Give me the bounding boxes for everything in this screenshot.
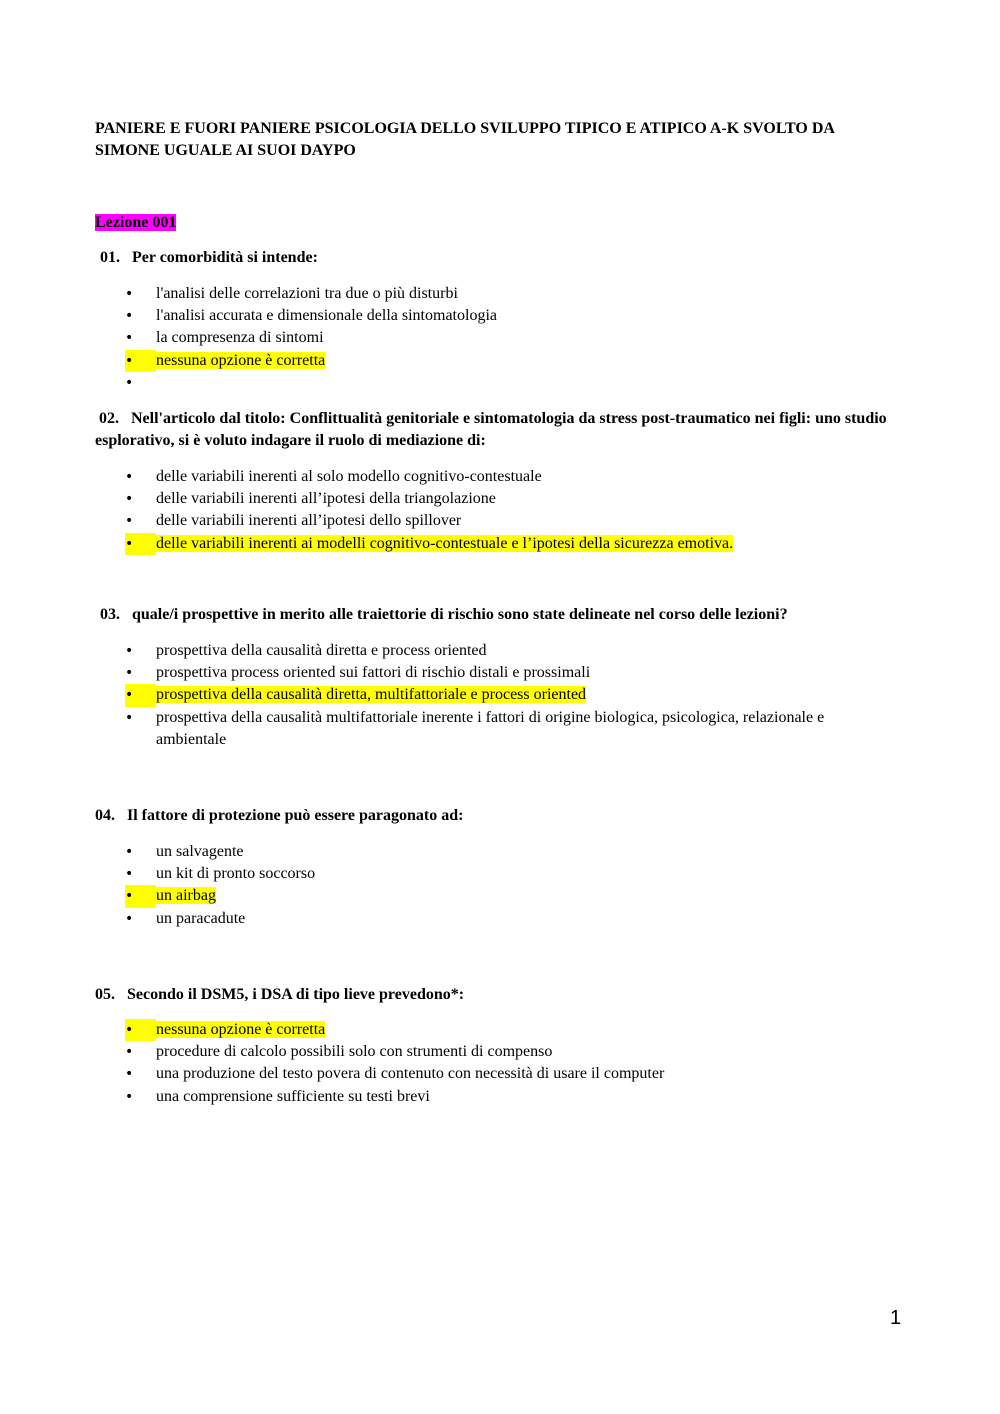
answer-option [125,283,865,305]
answer-option-text: un airbag [156,887,216,905]
answer-option [125,1063,865,1085]
answer-option-text: un paracadute [156,909,246,927]
bullet-icon [125,488,133,510]
bullet-icon [125,283,133,305]
question-04 [95,805,895,827]
answer-option [125,908,865,930]
answer-option [125,305,865,327]
question-number: 03. [100,606,120,623]
answer-option [125,466,865,488]
answer-option-text: una comprensione sufficiente su testi brevi [156,1087,430,1105]
answer-option [125,488,865,510]
answer-option [125,1086,865,1108]
bullet-icon [125,863,133,885]
answer-option [125,707,865,751]
answer-option-text: la compresenza di sintomi [156,329,324,347]
answer-option-text: prospettiva della causalità diretta, multifattoriale e process oriented [156,686,587,704]
options-list-01 [125,283,865,394]
lesson-heading [95,212,176,234]
bullet-icon [125,684,156,706]
question-number: 01. [100,249,120,266]
answer-option-text: delle variabili inerenti all’ipotesi dello spillover [156,512,462,530]
question-text: Il fattore di protezione può essere paragonato ad: [127,807,464,824]
answer-option-text: l'analisi accurata e dimensionale della sintomatologia [156,307,497,325]
document-title: PANIERE E FUORI PANIERE PSICOLOGIA DELLO SVILUPPO TIPICO E ATIPICO A-K SVOLTO DA SIMONE UGUALE AI SUOI DAYPO [95,120,835,159]
options-list-05 [125,1019,865,1108]
bullet-icon [125,1019,156,1041]
bullet-icon [125,707,133,729]
bullet-icon [125,372,133,394]
answer-option [125,350,865,372]
question-01 [100,247,900,269]
question-text: quale/i prospettive in merito alle traiettorie di rischio sono state delineate nel corso delle lezioni? [132,606,788,623]
bullet-icon [125,640,133,662]
page-number: 1 [890,1307,902,1329]
bullet-icon [125,305,133,327]
bullet-icon [125,1086,133,1108]
question-text: Secondo il DSM5, i DSA di tipo lieve prevedono*: [127,986,465,1003]
bullet-icon [125,1041,133,1063]
answer-option-text: prospettiva della causalità diretta e process oriented [156,642,487,659]
question-number: 04. [95,807,115,824]
answer-option-text: l'analisi delle correlazioni tra due o più disturbi [156,285,458,302]
question-text: Per comorbidità si intende: [132,249,318,266]
answer-option [125,885,865,907]
answer-option [125,533,865,555]
bullet-icon [125,533,156,555]
bullet-icon [125,1063,133,1085]
bullet-icon [125,885,156,907]
question-number: 05. [95,986,115,1003]
answer-option [125,662,865,684]
question-text: Nell'articolo dal titolo: Conflittualità genitoriale e sintomatologia da stress post-traumatico nei figli: uno studio esplorativo, si è voluto indagare il ruolo di mediazione di: [95,410,887,449]
answer-option [125,841,865,863]
bullet-icon [125,908,133,930]
answer-option-text: un kit di pronto soccorso [156,865,316,883]
options-list-04 [125,841,865,930]
bullet-icon [125,327,133,349]
bullet-icon [125,662,133,684]
answer-option [125,863,865,885]
answer-option [125,372,865,394]
answer-option-text [156,374,160,391]
answer-option [125,1019,865,1041]
answer-option [125,327,865,349]
lesson-label: Lezione 001 [95,214,177,231]
answer-option-text: nessuna opzione è corretta [156,1021,326,1038]
answer-option-text: delle variabili inerenti al solo modello cognitivo-contestuale [156,468,542,485]
answer-option-text: procedure di calcolo possibili solo con strumenti di compenso [156,1043,553,1061]
bullet-icon [125,510,133,532]
question-05 [95,984,895,1006]
answer-option-text: una produzione del testo povera di contenuto con necessità di usare il computer [156,1065,665,1083]
question-02 [95,408,895,452]
answer-option-text: prospettiva process oriented sui fattori di rischio distali e prossimali [156,664,591,682]
answer-option [125,640,865,662]
bullet-icon [125,841,133,863]
answer-option-text: prospettiva della causalità multifattoriale inerente i fattori di origine biologica, psicologica, relazionale e ambientale [156,708,825,748]
answer-option [125,510,865,532]
answer-option-text: un salvagente [156,843,244,860]
answer-option-text: nessuna opzione è corretta [156,351,326,369]
bullet-icon [125,466,133,488]
answer-option [125,684,865,706]
question-number: 02. [99,410,119,427]
answer-option-text: delle variabili inerenti all’ipotesi della triangolazione [156,490,496,508]
question-03 [100,604,900,626]
answer-option [125,1041,865,1063]
bullet-icon [125,350,156,372]
answer-option-text: delle variabili inerenti ai modelli cognitivo-contestuale e l’ipotesi della sicurezza emotiva. [156,534,734,552]
options-list-02 [125,466,865,555]
options-list-03 [125,640,865,751]
